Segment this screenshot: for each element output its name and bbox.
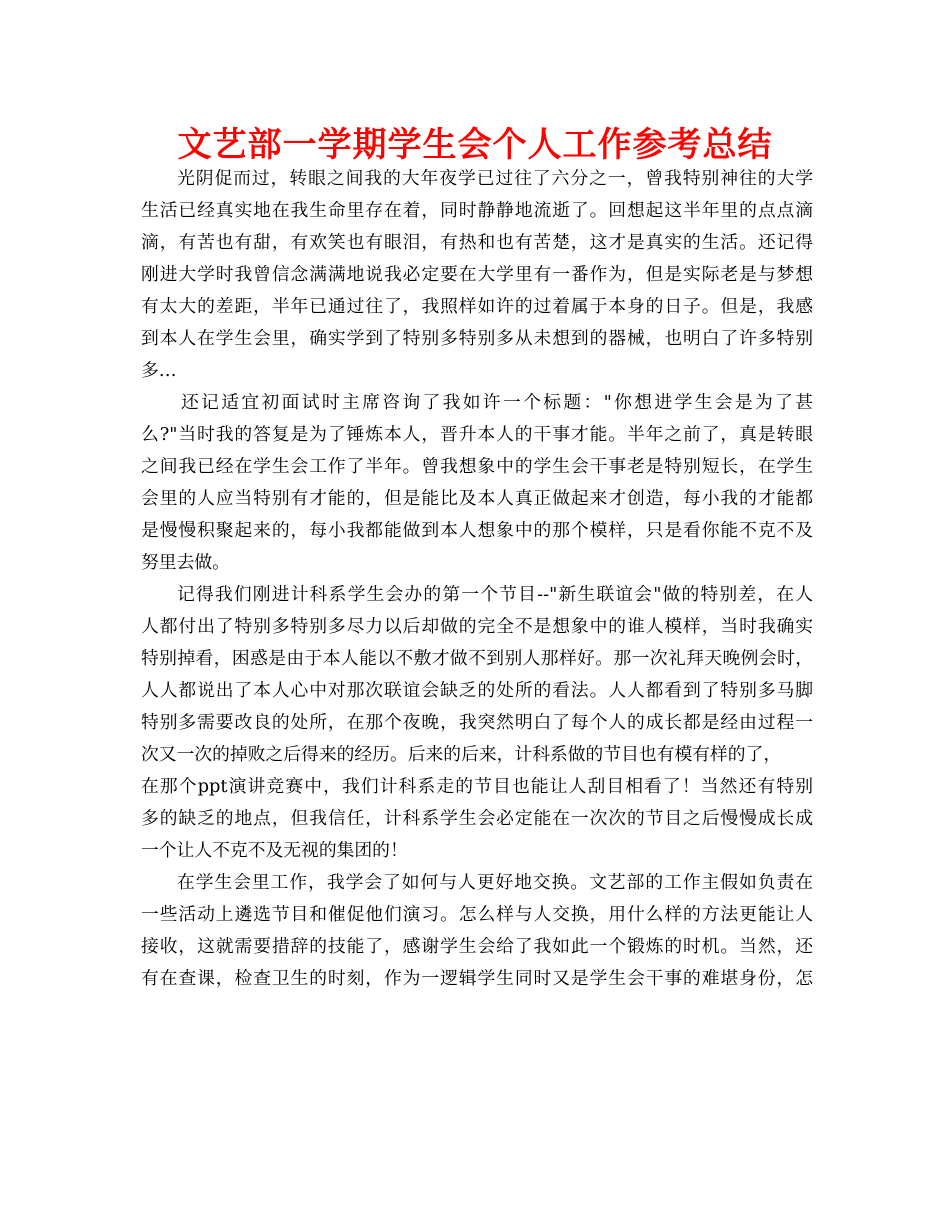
text-line: 一些活动上遴选节目和催促他们演习。怎么样与人交换，用什么样的方法更能让人: [141, 904, 813, 925]
document-body: [141, 163, 813, 995]
text-line: 之间我已经在学生会工作了半年。曾我想象中的学生会干事老是特别短长，在学生: [141, 456, 813, 477]
text-line: 还记适宜初面试时主席咨询了我如许一个标题："你想进学生会是为了甚: [181, 392, 813, 413]
text-line: 光阴促而过，转眼之间我的大年夜学已过往了六分之一，曾我特别神往的大学: [177, 168, 813, 189]
paragraph-4: [141, 867, 813, 995]
text-line: 有太大的差距，半年已通过往了，我照样如许的过着属于本身的日子。但是，我感: [141, 296, 813, 317]
text-line: 刚进大学时我曾信念满满地说我必定要在大学里有一番作为，但是实际老是与梦想: [141, 264, 813, 285]
text-line: 多…: [141, 360, 177, 381]
document-title: 文艺部一学期学生会个人工作参考总结: [177, 125, 773, 165]
paragraph-1: [141, 163, 813, 387]
text-line: 人都付出了特别多特别多尽力以后却做的完全不是想象中的谁人模样，当时我确实: [141, 616, 813, 637]
paragraph-2: [141, 387, 813, 579]
text-line: 特别掉看，困惑是由于本人能以不敷才做不到别人那样好。那一次礼拜天晚例会时，: [141, 648, 813, 669]
text-line: 努里去做。: [141, 552, 230, 573]
text-line: 滴，有苦也有甜，有欢笑也有眼泪，有热和也有苦楚，这才是真实的生活。还记得: [141, 232, 813, 253]
text-line: 特别多需要改良的处所，在那个夜晚，我突然明白了每个人的成长都是经由过程一: [141, 712, 813, 733]
text-line: 在学生会里工作，我学会了如何与人更好地交换。文艺部的工作主假如负责在: [177, 872, 813, 893]
text-line: 一个让人不克不及无视的集团的！: [141, 840, 408, 861]
text-line: 到本人在学生会里，确实学到了特别多特别多从未想到的器械，也明白了许多特别: [141, 328, 813, 349]
paragraph-3: [141, 579, 813, 867]
text-line: 人人都说出了本人心中对那次联谊会缺乏的处所的看法。人人都看到了特别多马脚: [141, 680, 813, 701]
text-line: 在那个ppt演讲竞赛中，我们计科系走的节目也能让人刮目相看了！当然还有特别: [141, 776, 813, 797]
text-line: 么?"当时我的答复是为了锤炼本人，晋升本人的干事才能。半年之前了，真是转眼: [141, 424, 813, 445]
text-line: 生活已经真实地在我生命里存在着，同时静静地流逝了。回想起这半年里的点点滴: [141, 200, 813, 221]
text-line: 记得我们刚进计科系学生会办的第一个节目--"新生联谊会"做的特别差，在人: [177, 584, 813, 605]
text-line: 多的缺乏的地点，但我信任，计科系学生会必定能在一次次的节目之后慢慢成长成: [141, 808, 813, 829]
text-line: 是慢慢积聚起来的，每小我都能做到本人想象中的那个模样，只是看你能不克不及: [141, 520, 813, 541]
text-line: 会里的人应当特别有才能的，但是能比及本人真正做起来才创造，每小我的才能都: [141, 488, 813, 509]
text-line: 接收，这就需要措辞的技能了，感谢学生会给了我如此一个锻炼的时机。当然，还: [141, 936, 813, 957]
text-line: 有在查课，检查卫生的时刻，作为一逻辑学生同时又是学生会干事的难堪身份，怎: [141, 968, 813, 989]
text-line: 次又一次的掉败之后得来的经历。后来的后来，计科系做的节目也有模有样的了，: [141, 744, 782, 765]
